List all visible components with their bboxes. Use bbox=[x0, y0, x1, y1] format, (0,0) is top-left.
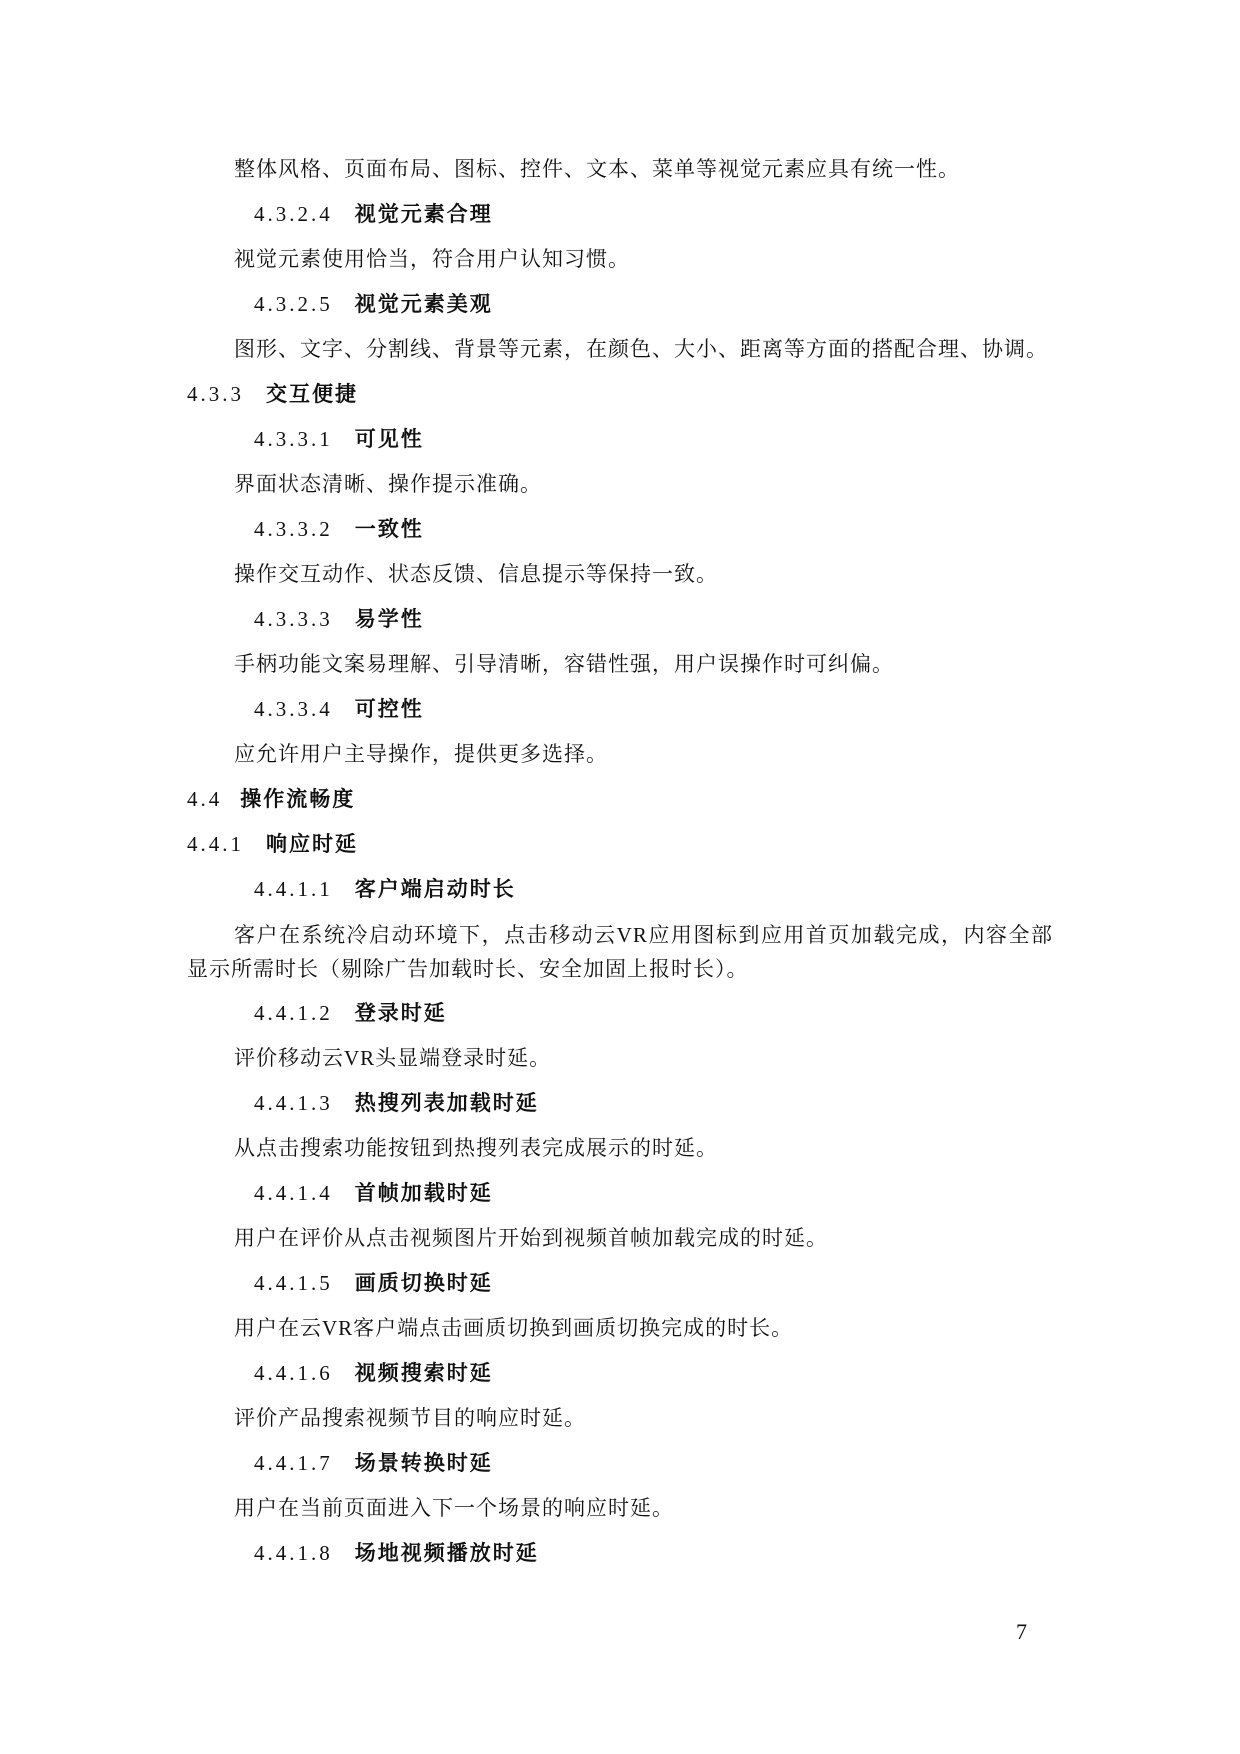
heading-title: 视觉元素美观 bbox=[354, 293, 493, 316]
heading-title: 场景转换时延 bbox=[354, 1452, 493, 1475]
heading-number: 4.4 bbox=[187, 787, 223, 811]
heading-4-4-1-5 bbox=[187, 1261, 1053, 1306]
heading-number: 4.3.3 bbox=[187, 382, 244, 406]
paragraph: 评价移动云VR头显端登录时延。 bbox=[234, 1046, 552, 1070]
heading-title: 响应时延 bbox=[266, 833, 358, 856]
paragraph: 视觉元素使用恰当，符合用户认知习惯。 bbox=[234, 247, 630, 271]
heading-title: 可见性 bbox=[354, 428, 424, 451]
heading-title: 首帧加载时延 bbox=[354, 1182, 493, 1205]
heading-title: 可控性 bbox=[354, 698, 424, 721]
paragraph: 手柄功能文案易理解、引导清晰，容错性强，用户误操作时可纠偏。 bbox=[234, 652, 894, 676]
paragraph: 整体风格、页面布局、图标、控件、文本、菜单等视觉元素应具有统一性。 bbox=[234, 157, 960, 181]
heading-4-4 bbox=[187, 777, 1053, 822]
heading-title: 易学性 bbox=[354, 608, 424, 631]
heading-number: 4.3.3.3 bbox=[254, 607, 333, 631]
heading-4-3-2-4 bbox=[187, 192, 1053, 237]
heading-4-3-3-3 bbox=[187, 597, 1053, 642]
paragraph: 用户在云VR客户端点击画质切换到画质切换完成的时长。 bbox=[234, 1316, 794, 1340]
heading-4-3-3-4 bbox=[187, 687, 1053, 732]
paragraph: 客户在系统冷启动环境下，点击移动云VR应用图标到应用首页加载完成，内容全部显示所需时长（剔除广告加载时长、安全加固上报时长）。 bbox=[187, 923, 1053, 981]
heading-title: 客户端启动时长 bbox=[354, 878, 516, 901]
heading-4-3-3-2 bbox=[187, 507, 1053, 552]
paragraph: 用户在当前页面进入下一个场景的响应时延。 bbox=[234, 1496, 674, 1520]
heading-4-4-1-3 bbox=[187, 1081, 1053, 1126]
heading-number: 4.3.2.4 bbox=[254, 202, 333, 226]
paragraph: 操作交互动作、状态反馈、信息提示等保持一致。 bbox=[234, 562, 718, 586]
heading-number: 4.4.1 bbox=[187, 832, 244, 856]
heading-4-4-1-6 bbox=[187, 1351, 1053, 1396]
heading-4-4-1-1 bbox=[187, 867, 1053, 912]
heading-title: 场地视频播放时延 bbox=[354, 1542, 539, 1565]
heading-number: 4.4.1.4 bbox=[254, 1181, 333, 1205]
document-body bbox=[187, 147, 1053, 1576]
paragraph: 用户在评价从点击视频图片开始到视频首帧加载完成的时延。 bbox=[234, 1226, 828, 1250]
paragraph: 图形、文字、分割线、背景等元素，在颜色、大小、距离等方面的搭配合理、协调。 bbox=[234, 337, 1048, 361]
heading-number: 4.4.1.2 bbox=[254, 1001, 333, 1025]
heading-number: 4.4.1.1 bbox=[254, 877, 333, 901]
heading-4-4-1-8 bbox=[187, 1531, 1053, 1576]
paragraph: 评价产品搜索视频节目的响应时延。 bbox=[234, 1406, 586, 1430]
heading-title: 交互便捷 bbox=[266, 383, 358, 406]
heading-4-3-3-1 bbox=[187, 417, 1053, 462]
heading-number: 4.3.3.2 bbox=[254, 517, 333, 541]
paragraph: 从点击搜索功能按钮到热搜列表完成展示的时延。 bbox=[234, 1136, 718, 1160]
heading-title: 视觉元素合理 bbox=[354, 203, 493, 226]
heading-4-4-1-7 bbox=[187, 1441, 1053, 1486]
heading-number: 4.4.1.8 bbox=[254, 1541, 333, 1565]
heading-title: 画质切换时延 bbox=[354, 1272, 493, 1295]
heading-title: 登录时延 bbox=[354, 1002, 447, 1025]
page-number: 7 bbox=[1016, 1619, 1027, 1644]
heading-title: 一致性 bbox=[354, 518, 424, 541]
heading-number: 4.4.1.6 bbox=[254, 1361, 333, 1385]
heading-number: 4.4.1.3 bbox=[254, 1091, 333, 1115]
heading-title: 热搜列表加载时延 bbox=[354, 1092, 539, 1115]
heading-4-3-3 bbox=[187, 372, 1053, 417]
heading-title: 操作流畅度 bbox=[240, 788, 356, 811]
heading-number: 4.4.1.5 bbox=[254, 1271, 333, 1295]
heading-4-4-1 bbox=[187, 822, 1053, 867]
heading-4-4-1-4 bbox=[187, 1171, 1053, 1216]
heading-number: 4.3.3.1 bbox=[254, 427, 333, 451]
heading-number: 4.3.2.5 bbox=[254, 292, 333, 316]
heading-title: 视频搜索时延 bbox=[354, 1362, 493, 1385]
heading-4-4-1-2 bbox=[187, 991, 1053, 1036]
heading-4-3-2-5 bbox=[187, 282, 1053, 327]
heading-number: 4.3.3.4 bbox=[254, 697, 333, 721]
heading-number: 4.4.1.7 bbox=[254, 1451, 333, 1475]
paragraph: 界面状态清晰、操作提示准确。 bbox=[234, 472, 542, 496]
paragraph: 应允许用户主导操作，提供更多选择。 bbox=[234, 742, 608, 766]
